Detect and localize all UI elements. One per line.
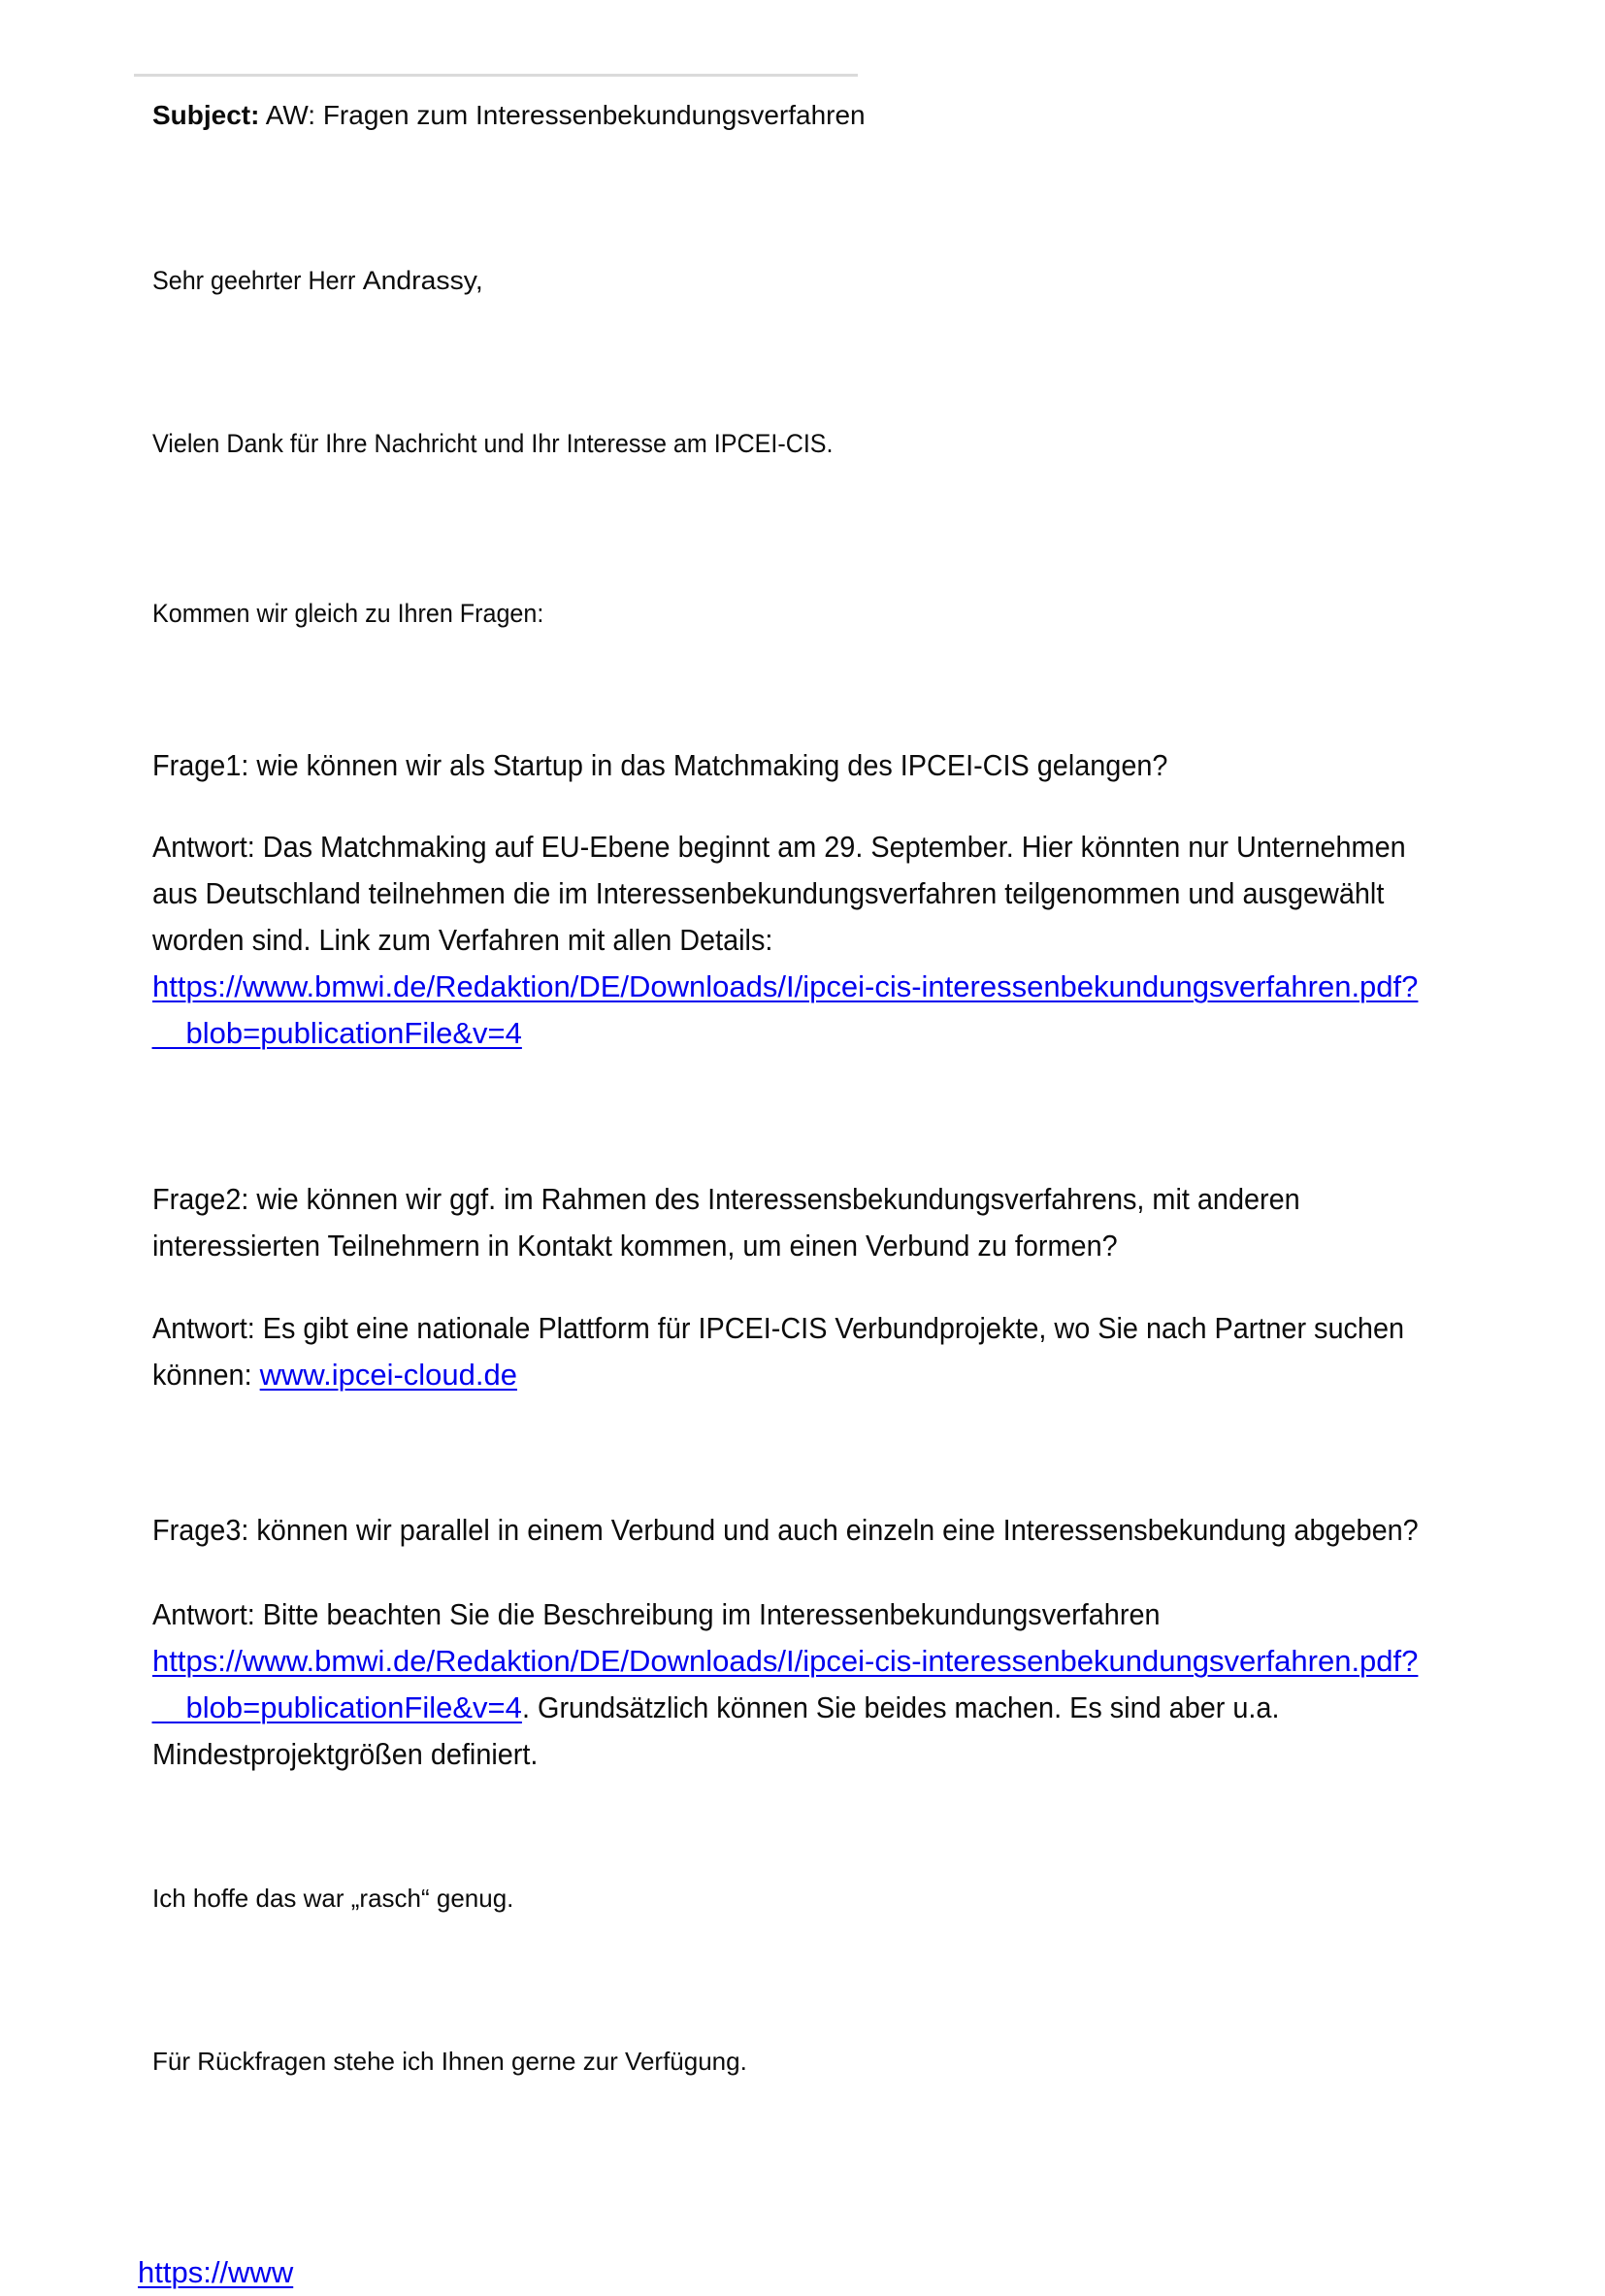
answer-3 bbox=[152, 1591, 1493, 1778]
text-segment: Andrassy, bbox=[362, 266, 483, 295]
text-segment: Mindestprojektgrößen definiert. bbox=[152, 1737, 539, 1771]
text-segment: Antwort: Das Matchmaking auf EU-Ebene beginnt am 29. September. Hier könnten nur Unternehmen bbox=[152, 830, 1406, 864]
separator-line bbox=[134, 74, 858, 77]
closing-remark bbox=[152, 1875, 1493, 1921]
link-bmwi-pdf2-line1[interactable]: https://www.bmwi.de/Redaktion/DE/Downloads/I/ipcei-cis-interessenbekundungsverfahren.pdf? bbox=[152, 1644, 1419, 1678]
question-1 bbox=[152, 742, 1493, 789]
lead-in bbox=[152, 590, 1493, 637]
text-line bbox=[152, 870, 1399, 917]
question-3 bbox=[152, 1507, 1493, 1554]
answer-1 bbox=[152, 824, 1493, 1057]
text-segment: worden sind. Link zum Verfahren mit allen Details: bbox=[152, 923, 773, 957]
text-line bbox=[152, 92, 1493, 139]
text-line bbox=[152, 257, 1399, 304]
text-line bbox=[152, 964, 1493, 1010]
link-ipcei-cloud[interactable]: www.ipcei-cloud.de bbox=[259, 1358, 517, 1392]
subject-label: Subject: bbox=[152, 100, 260, 130]
text-segment: Frage3: können wir parallel in einem Verbund und auch einzeln eine Interessensbekundung abgeben? bbox=[152, 1513, 1419, 1547]
text-line bbox=[152, 1685, 1493, 1731]
link-bmwi-pdf-line2[interactable]: __blob=publicationFile&v=4 bbox=[152, 1016, 522, 1050]
text-line bbox=[152, 1010, 1493, 1057]
text-segment: Für Rückfragen stehe ich Ihnen gerne zur Verfügung. bbox=[152, 2047, 747, 2076]
text-line bbox=[152, 1591, 1399, 1638]
text-line bbox=[152, 1305, 1405, 1352]
link-bmwi-pdf-line1[interactable]: https://www.bmwi.de/Redaktion/DE/Downloads/I/ipcei-cis-interessenbekundungsverfahren.pdf? bbox=[152, 969, 1419, 1003]
text-line bbox=[152, 1176, 1399, 1223]
text-line bbox=[152, 2038, 1493, 2084]
thanks bbox=[152, 420, 1493, 467]
text-line bbox=[152, 1507, 1419, 1554]
text-segment: . Grundsätzlich können Sie beides machen. Es sind aber u.a. bbox=[521, 1690, 1280, 1724]
text-segment: aus Deutschland teilnehmen die im Interessenbekundungsverfahren teilgenommen und ausgewählt bbox=[152, 876, 1385, 910]
text-line bbox=[152, 917, 1399, 964]
email-body bbox=[138, 92, 1493, 2289]
text-line bbox=[152, 1223, 1399, 1269]
text-segment: Antwort: Es gibt eine nationale Plattform für IPCEI-CIS Verbundprojekte, wo Sie nach Partner suchen bbox=[152, 1311, 1405, 1345]
text-line bbox=[152, 824, 1406, 870]
text-segment: Sehr geehrter Herr bbox=[152, 266, 363, 295]
link-clipped-bottom[interactable]: https://www bbox=[138, 2255, 294, 2289]
question-2 bbox=[152, 1176, 1493, 1269]
answer-2 bbox=[152, 1305, 1493, 1398]
text-segment: Kommen wir gleich zu Ihren Fragen: bbox=[152, 599, 544, 628]
greeting bbox=[152, 257, 1493, 304]
text-segment: Frage1: wie können wir als Startup in das Matchmaking des IPCEI-CIS gelangen? bbox=[152, 748, 1168, 782]
text-segment: Antwort: Bitte beachten Sie die Beschreibung im Interessenbekundungsverfahren bbox=[152, 1597, 1161, 1631]
text-segment: interessierten Teilnehmern in Kontakt kommen, um einen Verbund zu formen? bbox=[152, 1229, 1118, 1263]
text-line bbox=[152, 742, 1399, 789]
text-line bbox=[152, 1731, 1399, 1778]
text-line bbox=[152, 1875, 1493, 1921]
text-line bbox=[152, 1638, 1493, 1685]
text-segment: AW: Fragen zum Interessenbekundungsverfahren bbox=[259, 100, 866, 130]
text-line bbox=[138, 2249, 293, 2296]
link-bmwi-pdf2-line2[interactable]: __blob=publicationFile&v=4 bbox=[152, 1690, 522, 1724]
text-segment: Vielen Dank für Ihre Nachricht und Ihr Interesse am IPCEI-CIS. bbox=[152, 429, 834, 458]
text-segment: Frage2: wie können wir ggf. im Rahmen des Interessensbekundungsverfahrens, mit anderen bbox=[152, 1182, 1300, 1216]
text-line bbox=[152, 1352, 1399, 1398]
text-segment: Ich hoffe das war „rasch“ genug. bbox=[152, 1884, 514, 1913]
text-line bbox=[152, 420, 1399, 467]
text-line bbox=[152, 590, 1399, 637]
clipped-link-fragment bbox=[138, 2249, 293, 2296]
availability bbox=[152, 2038, 1493, 2084]
text-segment: können: bbox=[152, 1358, 260, 1392]
subject-line bbox=[152, 92, 1493, 139]
